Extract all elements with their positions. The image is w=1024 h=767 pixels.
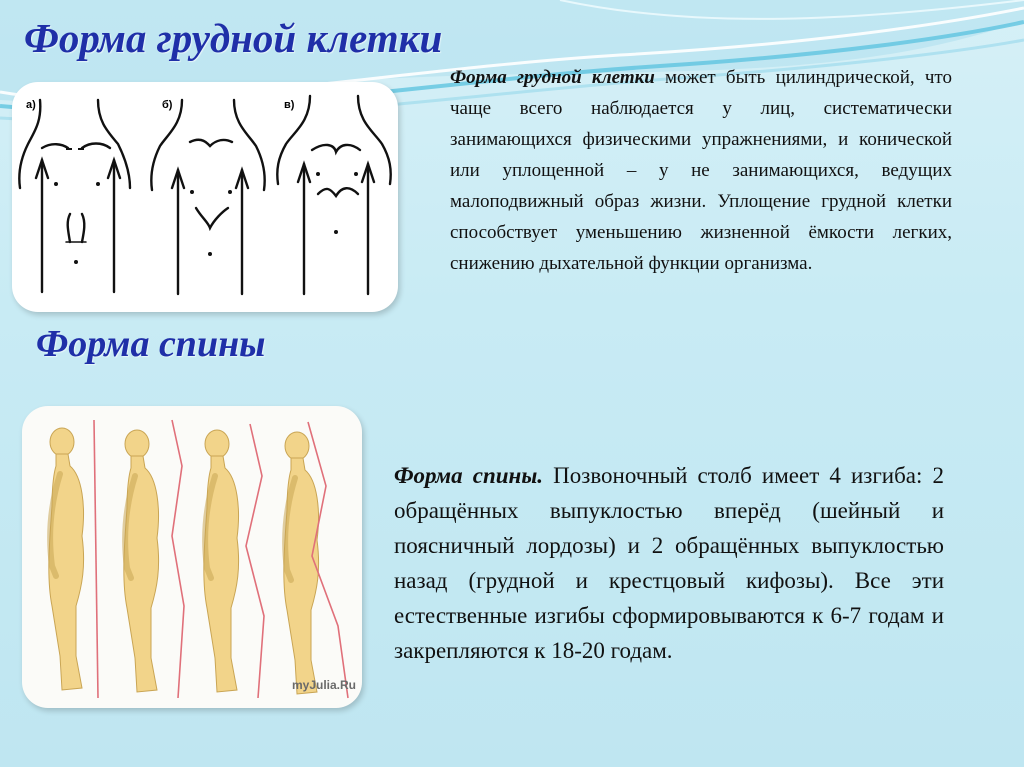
figure-label-c: в) [284,99,295,111]
figure-label-b: б) [162,99,173,111]
chest-paragraph-body: может быть цилиндрической, что чаще всего наблюдается у лиц, систематически занимающихся физическими упражнениями, и конической или уплощенной – у не занимающихся, ведущих малоподвижный образ жизни. Уплощение грудной клетки способствует уменьшению жизненной ёмкости легких, снижению дыхательной функции организма. [450,67,952,274]
figure-posture-4 [284,432,319,694]
chest-shape-paragraph [450,62,952,279]
figure-posture-3 [204,430,239,692]
back-paragraph-lead: Форма спины. [394,463,544,488]
back-paragraph-body: Позвоночный столб имеет 4 изгиба: 2 обращённых выпуклостью вперёд (шейный и поясничный лордозы) и 2 обращённых выпуклостью назад (грудной и крестцовый кифозы). Все эти естественные изгибы сформировываются к 6-7 годам и закрепляются к 18-20 годам. [394,463,945,663]
title-back-shape: Форма спины [36,323,266,365]
spine-line-4 [308,422,348,698]
chest-shapes-drawing [12,82,398,312]
chest-paragraph-lead: Форма грудной клетки [450,67,655,88]
title-chest-shape: Форма грудной клетки [24,15,443,61]
spine-line-1 [94,420,98,698]
back-shape-paragraph [394,458,944,668]
chest-shapes-image [12,82,398,312]
watermark: myJulia.Ru [291,678,356,692]
back-shapes-image [22,406,362,708]
figure-label-a: а) [26,99,36,111]
figure-normal-posture [49,428,84,690]
spine-line-2 [172,420,184,698]
figure-posture-2 [124,430,159,692]
spine-line-3 [246,424,264,698]
back-shapes-drawing [22,406,362,708]
